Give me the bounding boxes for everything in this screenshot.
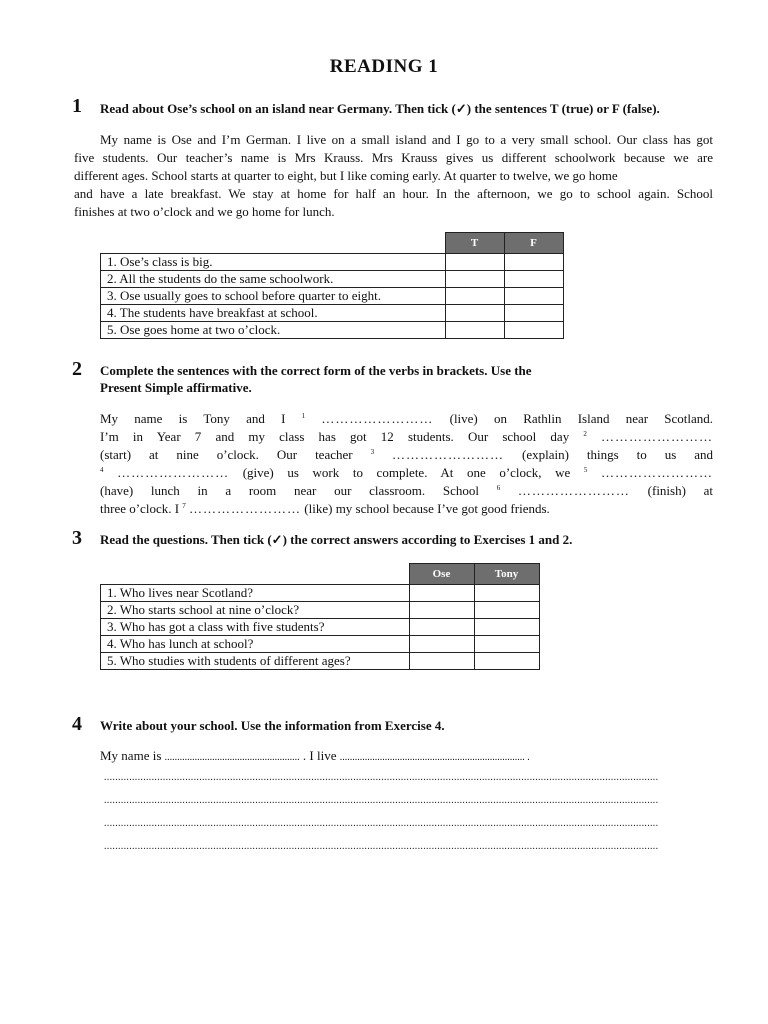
text-line: My name is Ose and I’m German. I live on a small island and I go to a very small school. Our class has got: [100, 132, 713, 147]
column-header-true: T: [445, 233, 504, 254]
true-checkbox-cell[interactable]: [445, 288, 504, 305]
true-checkbox-cell[interactable]: [445, 271, 504, 288]
exercise-1-number: 1: [72, 95, 82, 117]
text-line: and have a late breakfast. We stay at home for half an hour. In the afternoon, we go to school again. School: [74, 186, 713, 201]
text-fragment: (like) my school because I’ve got good friends.: [304, 501, 550, 516]
exercise-2-instruction: [100, 362, 532, 396]
statement: 2. All the students do the same schoolwork.: [101, 271, 446, 288]
false-checkbox-cell[interactable]: [504, 305, 563, 322]
statement: 4. The students have breakfast at school.: [101, 305, 446, 322]
writing-line[interactable]: ......................................................................................................................................................................................................: [104, 841, 659, 852]
table-row: [101, 322, 564, 339]
table-row: [101, 653, 540, 670]
gap-number: 5: [583, 466, 588, 474]
true-checkbox-cell[interactable]: [445, 322, 504, 339]
exercise-4-number: 4: [72, 713, 82, 735]
my-name-label: My name is: [100, 748, 162, 763]
table-row: [101, 602, 540, 619]
false-checkbox-cell[interactable]: [504, 271, 563, 288]
exercise-3-instruction: Read the questions. Then tick (✓) the correct answers according to Exercises 1 and 2.: [100, 532, 573, 547]
text-fragment: (have) lunch in a room near our classroom. School: [100, 483, 479, 498]
table-row: [101, 585, 540, 602]
text-fragment: My name is Tony and I: [100, 411, 286, 426]
text-fragment: (explain) things to us and: [522, 447, 713, 462]
text-fragment: three o’clock. I: [100, 501, 180, 516]
instruction-line: Present Simple affirmative.: [100, 380, 252, 395]
false-checkbox-cell[interactable]: [504, 288, 563, 305]
blank-1[interactable]: ……………………: [321, 411, 434, 426]
tony-checkbox-cell[interactable]: [474, 602, 539, 619]
exercise-1-reading-text: [74, 131, 713, 221]
table-row: [101, 271, 564, 288]
text-fragment: (give) us work to complete. At one o’clock, we: [242, 465, 571, 480]
writing-line[interactable]: ......................................................................................................................................................................................................: [104, 795, 659, 806]
text-fragment: (live) on Rathlin Island near Scotland.: [449, 411, 714, 426]
gap-number: 7: [182, 502, 186, 510]
question: 2. Who starts school at nine o’clock?: [101, 602, 410, 619]
i-live-label: . I live: [302, 748, 337, 763]
ose-checkbox-cell[interactable]: [409, 585, 474, 602]
ose-checkbox-cell[interactable]: [409, 619, 474, 636]
true-false-table: [100, 232, 564, 339]
blank-3[interactable]: ……………………: [392, 447, 505, 462]
column-header-false: F: [504, 233, 563, 254]
text-line: finishes at two o’clock and we go home for lunch.: [74, 204, 335, 219]
exercise-2-number: 2: [72, 358, 82, 380]
text-fragment: I’m in Year 7 and my class has got 12 students. Our school day: [100, 429, 570, 444]
name-writing-field[interactable]: ......................................................: [164, 752, 300, 763]
question: 5. Who studies with students of different ages?: [101, 653, 410, 670]
false-checkbox-cell[interactable]: [504, 254, 563, 271]
statement: 3. Ose usually goes to school before quarter to eight.: [101, 288, 446, 305]
ose-checkbox-cell[interactable]: [409, 636, 474, 653]
blank-5[interactable]: ……………………: [601, 465, 714, 480]
tony-checkbox-cell[interactable]: [474, 653, 539, 670]
page-title: READING 1: [329, 56, 439, 77]
false-checkbox-cell[interactable]: [504, 322, 563, 339]
true-checkbox-cell[interactable]: [445, 254, 504, 271]
instruction-line: Complete the sentences with the correct form of the verbs in brackets. Use the: [100, 363, 532, 378]
exercise-2-gap-fill-text: [100, 410, 713, 518]
blank-2[interactable]: ……………………: [601, 429, 714, 444]
blank-7[interactable]: ……………………: [189, 501, 302, 516]
gap-number: 3: [370, 448, 375, 456]
true-checkbox-cell[interactable]: [445, 305, 504, 322]
text-line: different ages. School starts at quarter to eight, but I like coming early. At quarter to twelve, we go home: [74, 168, 618, 183]
writing-first-line: [100, 748, 680, 764]
table-row: [101, 305, 564, 322]
writing-line[interactable]: ......................................................................................................................................................................................................: [104, 772, 659, 783]
gap-number: 1: [301, 412, 306, 420]
exercise-3-number: 3: [72, 527, 82, 549]
table-row: [101, 288, 564, 305]
ose-checkbox-cell[interactable]: [409, 602, 474, 619]
tony-checkbox-cell[interactable]: [474, 636, 539, 653]
question: 1. Who lives near Scotland?: [101, 585, 410, 602]
exercise-4-instruction: Write about your school. Use the information from Exercise 4.: [100, 718, 445, 733]
column-header-ose: Ose: [409, 564, 474, 585]
table-row: [101, 254, 564, 271]
text-fragment: (start) at nine o’clock. Our teacher: [100, 447, 353, 462]
table-row: [101, 619, 540, 636]
ose-tony-table: [100, 563, 540, 670]
tony-checkbox-cell[interactable]: [474, 619, 539, 636]
text-fragment: (finish) at: [647, 483, 714, 498]
tony-checkbox-cell[interactable]: [474, 585, 539, 602]
writing-line[interactable]: ......................................................................................................................................................................................................: [104, 818, 659, 829]
ose-checkbox-cell[interactable]: [409, 653, 474, 670]
table-row: [101, 636, 540, 653]
gap-number: 6: [496, 484, 501, 492]
exercise-1-instruction: Read about Ose’s school on an island near Germany. Then tick (✓) the sentences T (true) or F (false).: [100, 101, 660, 116]
statement: 5. Ose goes home at two o’clock.: [101, 322, 446, 339]
gap-number: 4: [100, 466, 104, 474]
statement: 1. Ose’s class is big.: [101, 254, 446, 271]
text-line: five students. Our teacher’s name is Mrs Krauss. Mrs Krauss gives us different schoolwork because we are: [74, 150, 713, 165]
column-header-tony: Tony: [474, 564, 539, 585]
question: 3. Who has got a class with five students?: [101, 619, 410, 636]
live-writing-field[interactable]: .......................................................................... .: [339, 752, 530, 763]
blank-6[interactable]: ……………………: [517, 483, 630, 498]
blank-4[interactable]: ……………………: [117, 465, 230, 480]
question: 4. Who has lunch at school?: [101, 636, 410, 653]
gap-number: 2: [583, 430, 587, 438]
